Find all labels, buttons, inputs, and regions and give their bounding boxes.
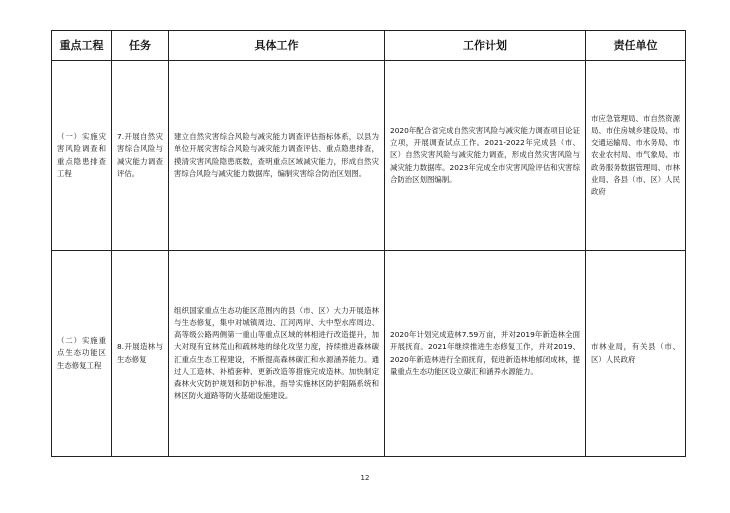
cell-project: （一）实施灾害风险调查和重点隐患排查工程 bbox=[52, 61, 112, 251]
cell-plan: 2020年计划完成造林7.59万亩，并对2019年新造林全面开展抚育。2021年继续推进生态修复工作，并对2019、2020年新造林进行全面抚育，促进新造林地郁闭成林，提量重点生态功能区设立碳汇和涵养水源能力。 bbox=[385, 251, 586, 457]
header-task: 任务 bbox=[112, 31, 169, 61]
table-row bbox=[52, 61, 686, 251]
cell-work: 组织国家重点生态功能区范围内的县（市、区）大力开展造林与生态修复，集中对城镇周边、江河两岸、大中型水库周边、高等级公路两侧第一重山等重点区域的林相进行改造提升，加大对现有宜林荒山和疏林地的绿化攻坚力度，持续推进森林碳汇重点生态工程建设，不断提高森林碳汇和水源涵养能力。通过人工造林、补植套种、更新改造等措施完成造林。加快制定森林火灾防护规划和防护标准，指导实施林区防护阻隔系统和林区防火道路等防火基础设施建设。 bbox=[169, 251, 385, 457]
cell-unit: 市应急管理局、市自然资源局、市住房城乡建设局、市交通运输局、市水务局、市农业农村局、市气象局、市政务服务数据管理局、市林业局、各县（市、区）人民政府 bbox=[586, 61, 686, 251]
cell-work: 建立自然灾害综合风险与减灾能力调查评估指标体系，以县为单位开展灾害综合风险与减灾能力调查评估、重点隐患排查，摸清灾害风险隐患底数，查明重点区域减灾能力，形成自然灾害综合风险与减灾能力数据库，编制灾害综合防治区划图。 bbox=[169, 61, 385, 251]
cell-task: 7.开展自然灾害综合风险与减灾能力调查评估。 bbox=[112, 61, 169, 251]
header-unit: 责任单位 bbox=[586, 31, 686, 61]
table-row bbox=[52, 251, 686, 457]
table-header-row bbox=[52, 31, 686, 61]
cell-project: （二）实施重点生态功能区生态修复工程 bbox=[52, 251, 112, 457]
header-plan: 工作计划 bbox=[385, 31, 586, 61]
work-plan-table bbox=[51, 30, 686, 457]
page-number: 12 bbox=[360, 474, 370, 482]
cell-task: 8.开展造林与生态修复 bbox=[112, 251, 169, 457]
header-work: 具体工作 bbox=[169, 31, 385, 61]
cell-plan: 2020年配合省完成自然灾害风险与减灾能力调查项目论证立项，开展调查试点工作。2021-2022年完成县（市、区）自然灾害风险与减灾能力调查，形成自然灾害风险与减灾能力数据库。2023年完成全市灾害风险评估和灾害综合防治区划图编制。 bbox=[385, 61, 586, 251]
cell-unit: 市林业局，有关县（市、区）人民政府 bbox=[586, 251, 686, 457]
header-project: 重点工程 bbox=[52, 31, 112, 61]
